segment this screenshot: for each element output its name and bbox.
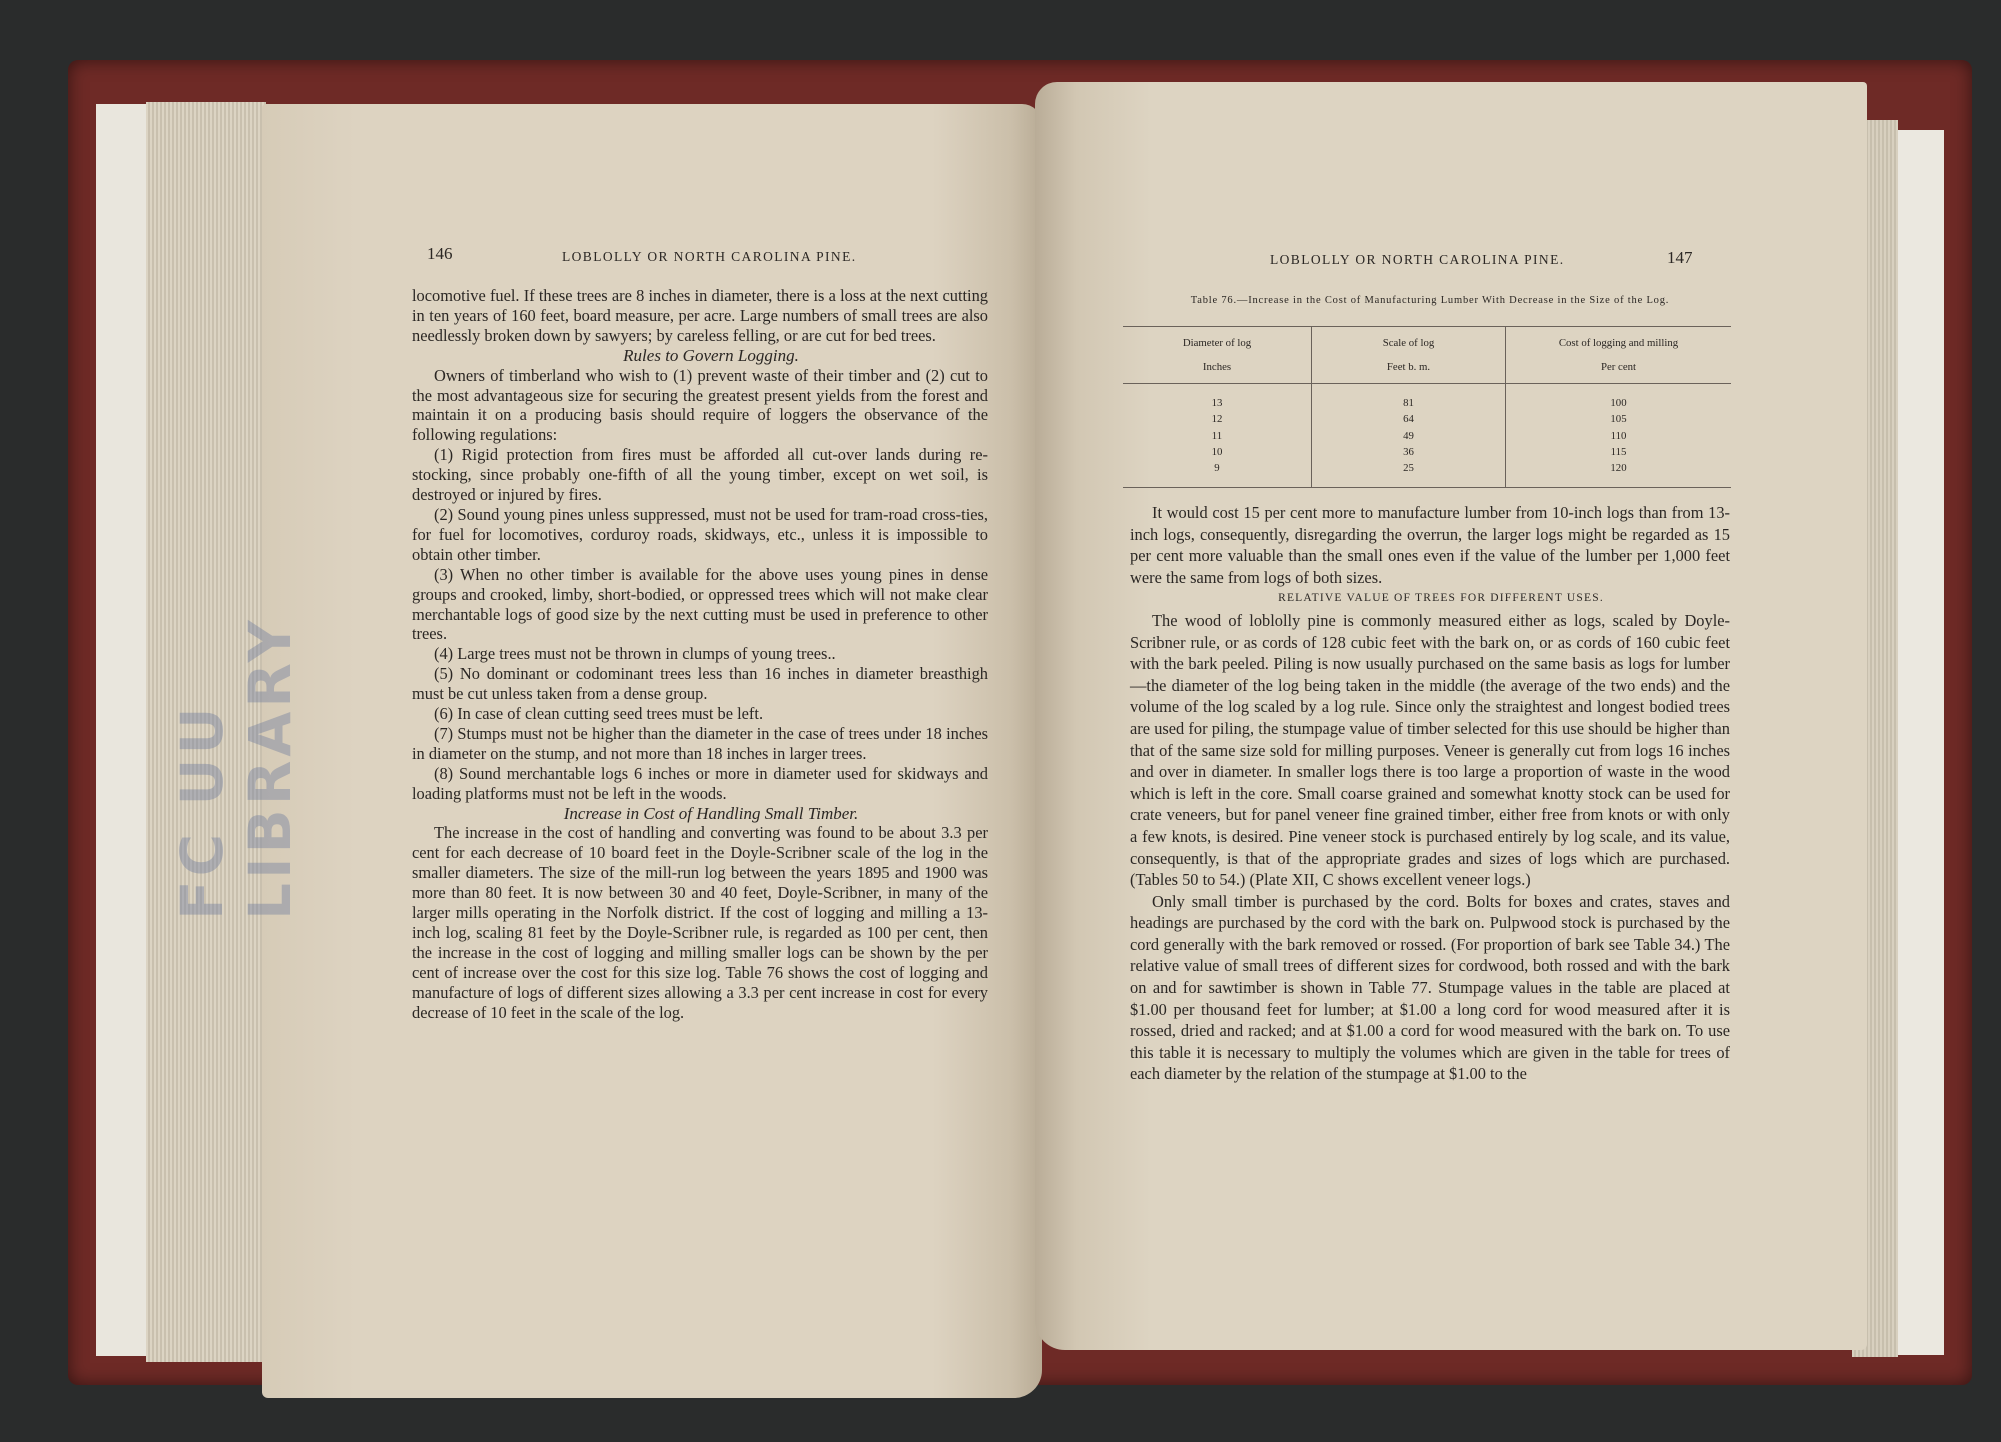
rule-item: (8) Sound merchantable logs 6 inches or more in diameter used for skidways and loading platforms must not be left in the woods.	[412, 763, 988, 803]
col-unit-scale: Feet b. m.	[1312, 355, 1506, 384]
left-page	[262, 104, 1042, 1398]
table-row	[1123, 384, 1731, 412]
table-cell: 120	[1506, 460, 1732, 488]
table-cell: 36	[1312, 444, 1506, 460]
right-paragraph-1: It would cost 15 per cent more to manufacture lumber from 10-inch logs than from 13-inch logs, consequently, disregarding the overrun, the larger logs might be regarded as 15 per cent more valuable than the small ones even if the value of the lumber per 1,000 feet were the same from logs of both sizes.	[1130, 503, 1730, 587]
left-intro-paragraph: locomotive fuel. If these trees are 8 inches in diameter, there is a loss at the next cutting in ten years of 160 feet, board measure, per acre. Large numbers of small trees are also needlessly broken down by sawyers; by careless felling, or are cut for bed trees.	[412, 286, 988, 345]
right-paragraph-2: The wood of loblolly pine is commonly measured either as logs, scaled by Doyle-Scribner rule, or as cords of 128 cubic feet with the bark on, or as cords of 160 cubic feet with the bark peeled. Piling is now usually purchased on the same basis as logs for lumber—the diameter of the log being taken in the middle (the average of the two ends) and the volume of the log scaled by a log rule. Since only the straightest and longest bodied trees are used for piling, the stumpage value of timber selected for this use should be higher than that of the same size sold for milling purposes. Veneer is generally cut from logs 16 inches and over in diameter. In smaller logs there is too large a proportion of waste in the wood which is left in the core. Small coarse grained and somewhat knotty stock can be used for crate veneers, but for panel veneer fine grained timber, either free from knots or with only a few knots, is desired. Pine veneer stock is purchased entirely by log scale, and its value, consequently, is that of the appropriate grades and sizes of logs which are purchased. (Tables 50 to 54.) (Plate XII, C shows excellent veneer logs.)	[1130, 610, 1730, 890]
relative-value-heading: RELATIVE VALUE OF TREES FOR DIFFERENT USES.	[1278, 592, 1604, 605]
left-running-head: LOBLOLLY OR NORTH CAROLINA PINE.	[562, 249, 857, 264]
cost-paragraph: The increase in the cost of handling and converting was found to be about 3.3 per cent for each decrease of 10 board feet in the Doyle-Scribner scale of the log in the smaller diameters. The size of the mill-run log between the years 1895 and 1900 was more than 80 feet. It is now between 30 and 40 feet, Doyle-Scribner, in many of the larger mills operating in the Norfolk district. If the cost of logging and milling a 13-inch log, scaling 81 feet by the Doyle-Scribner rule, is regarded as 100 per cent, then the increase in the cost of logging and milling smaller logs can be shown by the per cent of increase over the cost for this size log. Table 76 shows the cost of logging and manufacture of logs of different sizes allowing a 3.3 per cent increase in cost for every decrease of 10 feet in the scale of the log.	[412, 823, 988, 1022]
table-cell: 13	[1211, 397, 1223, 409]
table-cell: 10	[1211, 445, 1223, 458]
table-cell: 105	[1506, 411, 1732, 427]
left-body	[412, 286, 988, 1023]
right-body	[1130, 502, 1730, 1085]
rule-item: (1) Rigid protection from fires must be afforded all cut-over lands during re-stocking, since probably one-fifth of all the young timber, except on wet soil, is destroyed or injured by fires.	[412, 445, 988, 505]
table-cell: 100	[1506, 384, 1732, 412]
table-row	[1123, 428, 1731, 444]
table-row	[1123, 411, 1731, 427]
table-cell: 11	[1211, 429, 1223, 442]
col-unit-cost: Per cent	[1506, 355, 1732, 384]
rule-item: (2) Sound young pines unless suppressed, must not be used for tram-road cross-ties, for fuel for locomotives, corduroy roads, skidways, etc., unless it is impossible to obtain other timber.	[412, 504, 988, 564]
library-stamp: FC UU LIBRARY	[168, 616, 304, 920]
left-endpaper-edge	[96, 104, 146, 1356]
table-cell: 12	[1211, 413, 1223, 426]
table-cell: 110	[1506, 428, 1732, 444]
col-unit-diameter: Inches	[1123, 355, 1312, 384]
col-header-diameter: Diameter of log	[1123, 327, 1312, 356]
right-page-number: 147	[1667, 248, 1693, 267]
table-cell: 25	[1312, 460, 1506, 488]
rule-item: (3) When no other timber is available for the above uses young pines in dense groups and crooked, limby, short-bodied, or oppressed trees which will not make clear merchantable logs of good size by the next cutting must be used in preference to other trees.	[412, 564, 988, 644]
rule-item: (5) No dominant or codominant trees less than 16 inches in diameter breasthigh must be cut unless taken from a dense group.	[412, 664, 988, 704]
table-row	[1123, 444, 1731, 460]
table-cell: 49	[1312, 428, 1506, 444]
table-cell: 115	[1506, 444, 1732, 460]
table-title: Table 76.—Increase in the Cost of Manufacturing Lumber With Decrease in the Size of the Log.	[1190, 295, 1670, 306]
table-cell: 81	[1312, 384, 1506, 412]
col-header-scale: Scale of log	[1312, 327, 1506, 356]
right-page	[1035, 82, 1867, 1350]
table-76	[1123, 326, 1731, 488]
rules-heading: Rules to Govern Logging.	[623, 345, 799, 365]
right-endpaper-edge	[1898, 130, 1944, 1355]
table-cell: 9	[1123, 460, 1312, 488]
right-paragraph-3: Only small timber is purchased by the cord. Bolts for boxes and crates, staves and headings are purchased by the cord with the bark on. Pulpwood stock is purchased by the cord generally with the bark removed or rossed. (For proportion of bark see Table 34.) The relative value of small trees of different sizes for cordwood, both rossed and with the bark on and for sawtimber is shown in Table 77. Stumpage values in the table are placed at $1.00 per thousand feet for lumber; at $1.00 a long cord for wood measured after it is rossed, dried and racked; and at $1.00 a cord for wood measured with the bark on. To use this table it is necessary to multiply the volumes which are given in the table for trees of each diameter by the relation of the stumpage at $1.00 to the	[1130, 891, 1730, 1084]
table-cell: 64	[1312, 411, 1506, 427]
right-running-head: LOBLOLLY OR NORTH CAROLINA PINE.	[1270, 252, 1565, 267]
cost-heading: Increase in Cost of Handling Small Timber.	[563, 803, 859, 823]
col-header-cost: Cost of logging and milling	[1506, 327, 1732, 356]
rule-item: (6) In case of clean cutting seed trees must be left.	[434, 704, 764, 724]
rule-item: (4) Large trees must not be thrown in clumps of young trees..	[434, 644, 836, 664]
rules-intro-paragraph: Owners of timberland who wish to (1) prevent waste of their timber and (2) cut to the most advantageous size for securing the greatest present yields from the forest and maintain it on a producing basis should require of loggers the observance of the following regulations:	[412, 365, 988, 445]
rule-item: (7) Stumps must not be higher than the diameter in the case of trees under 18 inches in diameter on the stump, and not more than 18 inches in larger trees.	[412, 723, 988, 763]
left-page-number: 146	[427, 244, 453, 263]
table-row	[1123, 460, 1731, 488]
